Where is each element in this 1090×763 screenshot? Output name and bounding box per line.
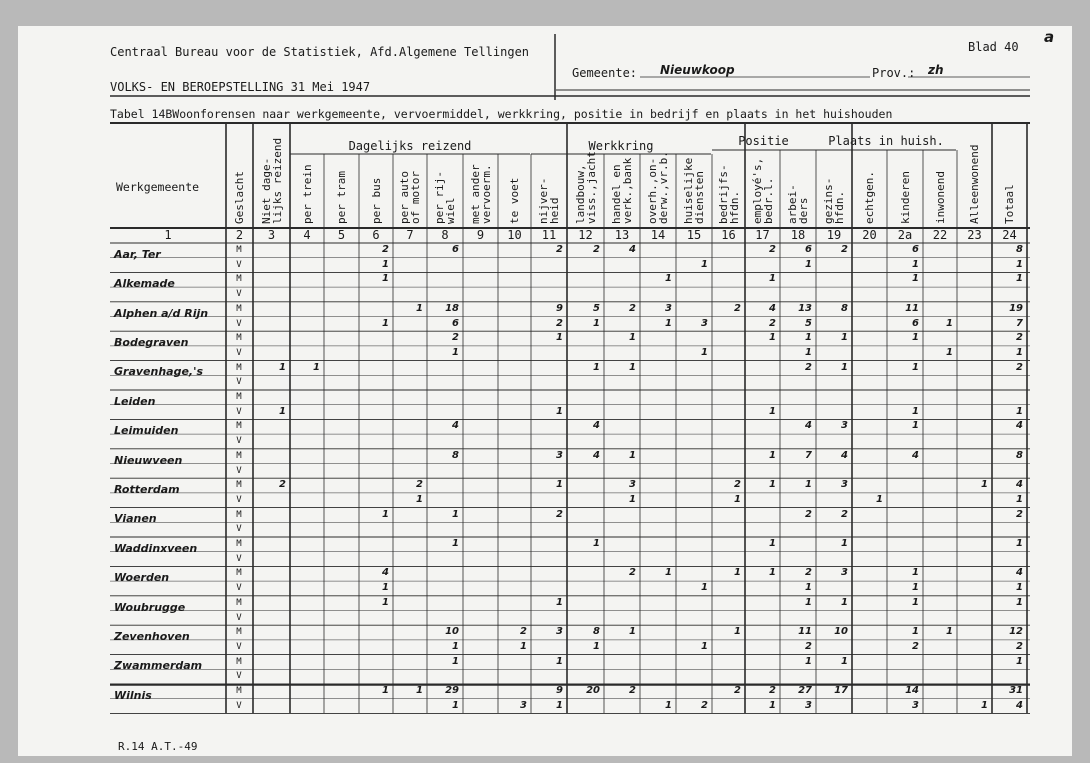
cell-value: 7 [805,449,812,461]
geslacht-V: V [236,700,242,711]
cell-value: 1 [769,538,776,549]
cell-value: 2 [416,479,423,491]
cell-value: 8 [841,302,848,314]
cell-value: 1 [841,655,848,667]
col-number-9: 9 [476,228,485,242]
col-number-13: 13 [614,228,630,242]
cell-value: 17 [834,685,848,696]
cell-value: 5 [593,302,600,314]
werkgemeente-name: Woubrugge [114,600,186,614]
cell-value: 14 [905,685,919,696]
cell-value: 1 [912,361,919,373]
geslacht-M: M [236,686,242,696]
cell-value: 3 [701,317,708,329]
geslacht-V: V [236,347,242,358]
cell-value: 8 [593,626,600,638]
geslacht-M: M [236,509,242,520]
col-number-22: 22 [932,228,948,242]
cell-value: 20 [586,685,600,696]
cell-value: 1 [769,273,776,285]
cell-value: 4 [769,302,776,314]
cell-value: 1 [452,538,459,549]
col-header-12: landbouw, viss.,jacht [573,151,598,224]
cell-value: 1 [912,405,919,417]
geslacht-M: M [236,568,242,579]
geslacht-M: M [236,303,242,314]
cell-value: 4 [382,567,389,579]
cell-value: 2 [520,626,527,638]
cell-value: 1 [593,538,600,549]
province-label: Prov.: [872,66,916,80]
cell-value: 1 [1016,258,1023,270]
cell-value: 18 [445,302,459,314]
cell-value: 2 [841,244,848,255]
col-number-18: 18 [790,228,806,242]
cell-value: 1 [416,685,423,696]
cell-value: 1 [1016,405,1023,417]
werkgemeente-name: Alphen a/d Rijn [114,306,209,320]
werkgemeente-name: Wilnis [114,688,152,702]
col-number-23: 23 [967,228,982,242]
cell-value: 2 [556,508,563,520]
col-number-10: 10 [507,228,522,242]
cell-value: 1 [946,626,953,638]
cell-value: 1 [452,508,459,520]
cell-value: 6 [452,244,459,255]
cell-value: 1 [805,596,812,608]
cell-value: 1 [912,420,919,432]
census-heading: VOLKS- EN BEROEPSTELLING 31 Mei 1947 [110,80,371,94]
col-header-7: per auto of motor [398,171,422,224]
cell-value: 1 [665,567,672,579]
col-header-16: bedrijfs- hfdn. [716,164,741,224]
cell-value: 1 [593,640,600,652]
cell-value: 2 [805,567,812,579]
col-number-1: 1 [164,228,172,242]
cell-value: 1 [556,596,563,608]
cell-value: 2 [734,685,741,696]
werkgemeente-name: Zwammerdam [114,659,203,673]
cell-value: 1 [1016,582,1023,594]
cell-value: 1 [1016,273,1023,285]
cell-value: 2 [734,479,741,491]
geslacht-V: V [236,465,242,476]
cell-value: 1 [701,346,708,358]
cell-value: 4 [841,449,848,461]
geslacht-V: V [236,641,242,652]
cell-value: 9 [556,685,563,696]
cell-value: 1 [912,596,919,608]
cell-value: 1 [665,317,672,329]
geslacht-M: M [236,627,242,638]
cell-value: 1 [629,449,636,461]
geslacht-V: V [236,524,242,535]
geslacht-M: M [236,392,242,402]
col-header-20: echtgen. [863,171,876,224]
col-header-6: per bus [369,177,383,224]
cell-value: 1 [769,449,776,461]
cell-value: 3 [912,699,919,711]
cell-value: 2 [1016,640,1023,652]
cell-value: 1 [382,317,389,329]
cell-value: 10 [445,626,459,638]
cell-value: 1 [769,699,776,711]
werkgemeente-name: Leimuiden [114,424,179,438]
cell-value: 8 [1016,244,1023,255]
cell-value: 1 [769,405,776,417]
geslacht-M: M [236,274,242,285]
werkgemeente-name: Vianen [114,512,157,526]
cell-value: 1 [734,493,741,505]
cell-value: 1 [452,699,459,711]
cell-value: 13 [798,302,812,314]
cell-value: 4 [1016,699,1023,711]
group-dagelijks-reizend: Dagelijks reizend [348,139,472,153]
col-header-22: inwonend [933,171,947,224]
col-header-15: huiselijke diensten [682,157,706,224]
cell-value: 1 [1016,538,1023,549]
cell-value: 1 [1016,346,1023,358]
cell-value: 1 [629,361,636,373]
cell-value: 1 [912,258,919,270]
cell-value: 1 [946,346,953,358]
cell-value: 2 [769,244,776,255]
geslacht-M: M [236,421,242,432]
col-header-5: per tram [335,171,348,224]
geslacht-M: M [236,245,242,255]
cell-value: 1 [805,258,812,270]
cell-value: 1 [876,493,883,505]
cell-value: 29 [445,685,459,696]
cell-value: 2 [629,685,636,696]
col-header-23: Alleenwonend [968,144,981,224]
cell-value: 2 [805,361,812,373]
col-number-14: 14 [650,228,666,242]
geslacht-M: M [236,333,242,344]
cell-value: 1 [769,332,776,344]
col-number-6: 6 [372,228,380,242]
cell-value: 1 [841,332,848,344]
cell-value: 1 [1016,493,1023,505]
cell-value: 1 [912,567,919,579]
geslacht-M: M [236,362,242,373]
werkgemeente-name: Waddinxveen [114,541,198,555]
cell-value: 3 [665,302,672,314]
cell-value: 1 [382,258,389,270]
col-header-3: Niet dage- lijks reizend [259,137,284,224]
cell-value: 3 [629,479,636,491]
col-number-11: 11 [541,228,557,242]
cell-value: 4 [805,420,812,432]
cell-value: 8 [1016,449,1023,461]
cell-value: 6 [805,244,812,255]
cell-value: 4 [629,244,636,255]
cell-value: 2 [556,244,563,255]
cell-value: 2 [1016,508,1023,520]
cell-value: 1 [701,258,708,270]
table-title: Tabel 14BWoonforensen naar werkgemeente, vervoermiddel, werkkring, positie in bedrijf en plaats in het huishouden [110,107,893,121]
cell-value: 1 [912,332,919,344]
cell-value: 1 [382,508,389,520]
cell-value: 3 [556,626,563,638]
cell-value: 1 [416,302,423,314]
cell-value: 1 [805,332,812,344]
cell-value: 2 [629,302,636,314]
cell-value: 1 [629,493,636,505]
cell-value: 1 [1016,596,1023,608]
werkgemeente-name: Gravenhage,'s [114,365,204,379]
geslacht-V: V [236,583,242,594]
cell-value: 3 [841,420,848,432]
geslacht-V: V [236,259,242,270]
cell-value: 8 [452,449,459,461]
cell-value: 7 [1016,317,1023,329]
geslacht-M: M [236,597,242,608]
cell-value: 2 [593,244,600,255]
col-number-4: 4 [303,228,311,242]
geslacht-V: V [236,671,242,682]
cell-value: 1 [805,346,812,358]
cell-value: 1 [981,699,988,711]
cell-value: 1 [981,479,988,491]
cell-value: 3 [520,699,527,711]
cell-value: 1 [912,626,919,638]
cell-value: 11 [905,302,919,314]
col-number-17: 17 [755,228,770,242]
cell-value: 1 [912,582,919,594]
col-werkgemeente-header: Werkgemeente [116,180,200,194]
col-header-18: arbei- ders [786,184,810,224]
cell-value: 1 [593,361,600,373]
cell-value: 2 [769,317,776,329]
geslacht-V: V [236,406,242,417]
geslacht-V: V [236,612,242,623]
cell-value: 2 [1016,361,1023,373]
col-header-2: Geslacht [233,171,246,224]
geslacht-M: M [236,450,242,461]
werkgemeente-name: Leiden [114,394,156,408]
cell-value: 1 [520,640,527,652]
werkgemeente-name: Nieuwveen [114,453,183,467]
geslacht-V: V [236,553,242,564]
col-header-10: te voet [508,177,521,224]
werkgemeente-name: Aar, Ter [114,247,161,261]
geslacht-V: V [236,494,242,505]
province-value: zh [928,63,944,77]
cell-value: 4 [1016,567,1023,579]
cell-value: 1 [769,567,776,579]
werkgemeente-name: Woerden [114,571,170,585]
col-header-8: per rij- wiel [433,171,457,224]
cell-value: 1 [556,479,563,491]
cell-value: 6 [912,244,919,255]
cell-value: 2 [805,508,812,520]
group-werkkring: Werkkring [588,139,654,153]
col-number-5: 5 [337,228,346,242]
cell-value: 3 [805,699,812,711]
col-number-16: 16 [721,228,736,242]
cell-value: 1 [912,273,919,285]
cell-value: 1 [805,582,812,594]
bureau-heading: Centraal Bureau voor de Statistiek, Afd.Algemene Tellingen [110,45,530,59]
cell-value: 4 [1016,479,1023,491]
cell-value: 2 [769,685,776,696]
cell-value: 2 [556,317,563,329]
geslacht-M: M [236,539,242,549]
cell-value: 1 [382,685,389,696]
cell-value: 5 [805,317,812,329]
cell-value: 1 [452,640,459,652]
cell-value: 1 [629,626,636,638]
cell-value: 1 [556,655,563,667]
cell-value: 2 [1016,332,1023,344]
cell-value: 1 [313,361,320,373]
cell-value: 1 [452,655,459,667]
col-number-15: 15 [686,228,702,242]
cell-value: 4 [452,420,459,432]
col-header-2a: kinderen [898,171,912,224]
cell-value: 1 [841,596,848,608]
col-header-4: per trein [300,164,314,224]
group-plaats-in-huish: Plaats in huish. [828,134,944,148]
werkgemeente-name: Zevenhoven [114,629,190,643]
col-header-13: handel en verk.,bank [610,157,634,224]
cell-value: 4 [912,449,919,461]
cell-value: 1 [701,640,708,652]
cell-value: 1 [416,493,423,505]
cell-value: 1 [665,273,672,285]
cell-value: 1 [279,361,286,373]
cell-value: 1 [841,361,848,373]
cell-value: 1 [769,479,776,491]
geslacht-V: V [236,289,242,300]
cell-value: 1 [701,582,708,594]
col-header-11: nijver- heid [537,177,561,224]
col-number-2: 2 [235,228,244,242]
cell-value: 2 [805,640,812,652]
geslacht-M: M [236,480,242,491]
cell-value: 1 [805,479,812,491]
werkgemeente-name: Alkemade [114,277,175,291]
werkgemeente-name: Rotterdam [114,482,180,496]
cell-value: 1 [556,405,563,417]
cell-value: 3 [556,449,563,461]
cell-value: 1 [382,273,389,285]
gemeente-value: Nieuwkoop [660,63,735,77]
cell-value: 2 [452,332,459,344]
cell-value: 31 [1009,685,1023,696]
cell-value: 1 [382,582,389,594]
cell-value: 2 [734,302,741,314]
cell-value: 1 [841,538,848,549]
col-number-20: 20 [862,228,877,242]
col-number-12: 12 [578,228,593,242]
cell-value: 1 [556,699,563,711]
cell-value: 12 [1009,626,1023,638]
cell-value: 2 [841,508,848,520]
cell-value: 6 [912,317,919,329]
cell-value: 1 [734,626,741,638]
cell-value: 2 [912,640,919,652]
col-number-7: 7 [406,228,414,242]
geslacht-V: V [236,377,242,388]
cell-value: 1 [1016,655,1023,667]
cell-value: 3 [841,567,848,579]
cell-value: 1 [665,699,672,711]
cell-value: 2 [279,479,286,491]
cell-value: 4 [1016,420,1023,432]
col-header-17: employé's, bedr.l. [750,157,775,224]
col-header-19: gezins- hfdn. [822,177,846,224]
col-number-3: 3 [267,228,276,242]
cell-value: 1 [629,332,636,344]
cell-value: 10 [834,626,848,638]
cell-value: 1 [593,317,600,329]
geslacht-M: M [236,656,242,667]
cell-value: 2 [629,567,636,579]
col-number-19: 19 [826,228,842,242]
col-header-24: Totaal [1003,184,1016,224]
cell-value: 4 [593,420,600,432]
cell-value: 2 [701,699,708,711]
cell-value: 6 [452,317,459,329]
form-code: R.14 A.T.-49 [118,740,198,753]
cell-value: 9 [556,302,563,314]
col-header-9: met ander vervoerm. [468,164,493,224]
cell-value: 1 [805,655,812,667]
cell-value: 1 [279,405,286,417]
col-number-8: 8 [441,228,449,242]
geslacht-V: V [236,436,242,447]
sheet-number: Blad 40 [968,40,1019,54]
group-positie: Positie [738,134,789,148]
werkgemeente-name: Bodegraven [114,335,189,349]
col-header-14: overh.,on- derw.,vr.b. [646,151,670,224]
cell-value: 1 [946,317,953,329]
cell-value: 1 [734,567,741,579]
geslacht-V: V [236,318,242,329]
cell-value: 3 [841,479,848,491]
gemeente-label: Gemeente: [572,66,638,80]
cell-value: 2 [382,244,389,255]
col-number-24: 24 [1002,228,1017,242]
cell-value: 19 [1009,302,1023,314]
cell-value: 1 [382,596,389,608]
cell-value: 4 [593,449,600,461]
cell-value: 1 [452,346,459,358]
cell-value: 1 [556,332,563,344]
cell-value: 27 [798,685,812,696]
col-number-2a: 2a [897,228,913,242]
corner-mark: a [1044,28,1055,46]
cell-value: 11 [798,626,812,638]
